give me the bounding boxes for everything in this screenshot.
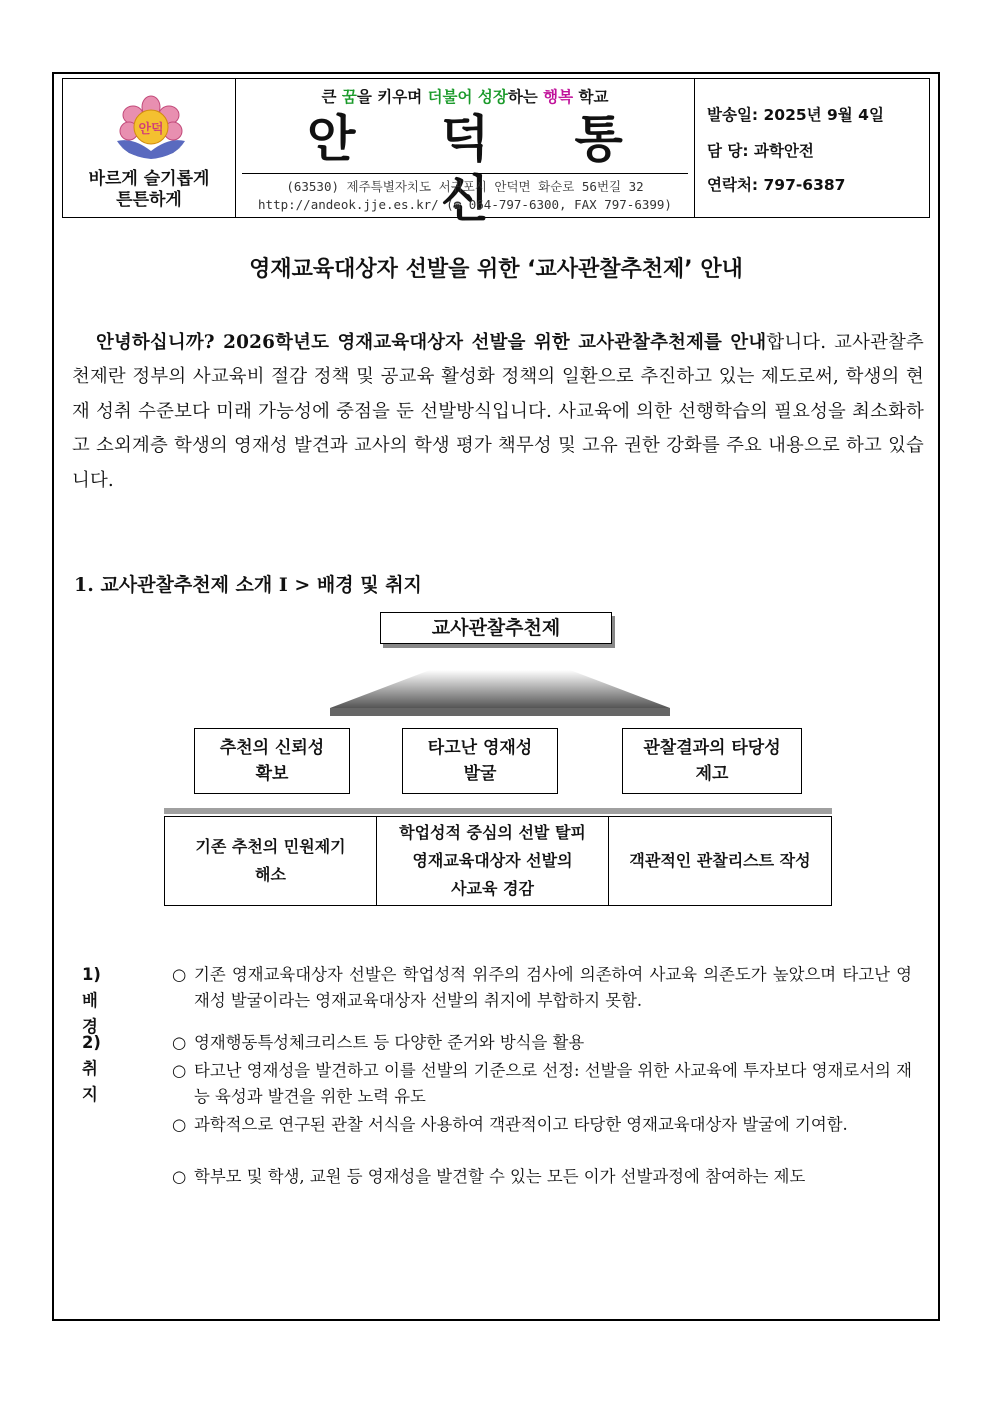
newsletter-masthead: 안 덕 통 신 (307, 109, 657, 228)
intro-body-text: 합니다. 교사관찰추천제란 정부의 사교육비 절감 정책 및 공교육 활성화 정책의 일환으로 추진하고 있는 제도로써, 학생의 현재 성취 수준보다 미래 가능성에 중점을 둔 선발방식입니다. 사교육에 의한 선행학습의 필요성을 최소화하고 소외계층 학생의 영재성 발견과 교사의 학생 평가 책무성 및 고유 권한 강화를 주요 내용으로 하고 있습니다. (72, 332, 924, 491)
school-contact: http://andeok.jje.es.kr/ (☎ 064-797-6300, FAX 797-6399) (258, 197, 672, 212)
slogan-together: 더불어 성장 (427, 88, 508, 106)
intro-paragraph (72, 326, 924, 498)
diagram-arrow-icon (330, 662, 670, 718)
slogan-part: 하는 (507, 88, 544, 106)
bullet-icon: ○ (172, 965, 187, 984)
masthead-divider (242, 173, 688, 174)
bullet-icon: ○ (172, 1115, 187, 1134)
purpose-text: 과학적으로 연구된 관찰 서식을 사용하여 객관적이고 타당한 영재교육대상자 발굴에 기여함. (194, 1115, 848, 1134)
goal-text: 타고난 영재성 (427, 738, 533, 758)
base-text: 학업성적 중심의 선발 탈피 (399, 823, 586, 842)
intro-bold-text: 안녕하십니까? 2026학년도 영재교육대상자 선발을 위한 교사관찰추천제를 안내 (96, 332, 767, 353)
slogan-part: 을 키우며 (356, 88, 428, 106)
base-text: 영재교육대상자 선발의 (412, 851, 573, 870)
bullet-icon: ○ (172, 1167, 187, 1186)
base-text: 사교육 경감 (451, 879, 534, 898)
purpose-text: 타고난 영재성을 발견하고 이를 선발의 기준으로 선정: 선발을 위한 사교육에 투자보다 영재로서의 재능 육성과 발견을 위한 노력 유도 (194, 1061, 912, 1106)
school-slogan (236, 85, 694, 107)
base-text: 해소 (255, 865, 286, 884)
slogan-part: 학교 (573, 88, 609, 106)
base-cell-academic (377, 817, 609, 905)
base-cell-checklist (609, 817, 831, 905)
goal-text: 관찰결과의 타당성 (643, 738, 781, 758)
school-motto (63, 169, 235, 211)
issue-manager: 담 당: 과학안전 (707, 142, 814, 160)
issue-phone: 연락처: 797-6387 (707, 176, 846, 194)
slogan-dream: 꿈 (341, 88, 357, 106)
slogan-part: 큰 (321, 88, 342, 106)
base-text: 객관적인 관찰리스트 작성 (629, 851, 811, 870)
purpose-text: 학부모 및 학생, 교원 등 영재성을 발견할 수 있는 모든 이가 선발과정에 참여하는 제도 (194, 1167, 806, 1186)
goal-text: 추천의 신뢰성 (219, 738, 325, 758)
bullet-icon: ○ (172, 1061, 187, 1080)
goal-box-giftedness (402, 728, 558, 794)
diagram-base-table (164, 816, 832, 906)
purpose-label: 2) 취지 (82, 1033, 101, 1104)
goal-text: 발굴 (463, 764, 497, 784)
newsletter-header (62, 78, 930, 228)
document-title: 영재교육대상자 선발을 위한 ‘교사관찰추천제’ 안내 (249, 257, 743, 282)
motto-line-2: 튼튼하게 (116, 190, 182, 210)
school-address: (63530) 제주특별자치도 서귀포시 안덕면 화순로 56번길 32 (286, 179, 644, 194)
goal-box-reliability (194, 728, 350, 794)
goal-text: 제고 (695, 764, 729, 784)
issue-date: 발송일: 2025년 9월 4일 (707, 106, 884, 124)
purpose-text: 영재행동특성체크리스트 등 다양한 준거와 방식을 활용 (194, 1033, 585, 1052)
school-address-block (236, 178, 694, 214)
diagram-top-box: 교사관찰추천제 (380, 612, 612, 644)
goal-box-validity (622, 728, 802, 794)
newsletter-frame (52, 72, 940, 1321)
base-text: 기존 추천의 민원제기 (195, 837, 346, 856)
base-cell-complaints (165, 817, 377, 905)
goal-text: 확보 (255, 764, 289, 784)
logo-text: 안덕 (138, 122, 164, 137)
bullet-icon: ○ (172, 1033, 187, 1052)
diagram-divider-bar (164, 808, 832, 814)
motto-line-1: 바르게 슬기롭게 (88, 169, 210, 189)
school-emblem-panel (63, 79, 236, 217)
slogan-happy: 행복 (543, 88, 574, 106)
background-label: 1) 배경 (82, 965, 101, 1036)
masthead-panel (236, 79, 695, 228)
issue-info-panel (695, 79, 929, 217)
section-heading: 1. 교사관찰추천제 소개 I > 배경 및 취지 (74, 574, 422, 596)
school-logo-icon (113, 93, 189, 167)
background-text: 기존 영재교육대상자 선발은 학업성적 위주의 검사에 의존하여 사교육 의존도가 높았으며 타고난 영재성 발굴이라는 영재교육대상자 선발의 취지에 부합하지 못함. (194, 965, 912, 1010)
